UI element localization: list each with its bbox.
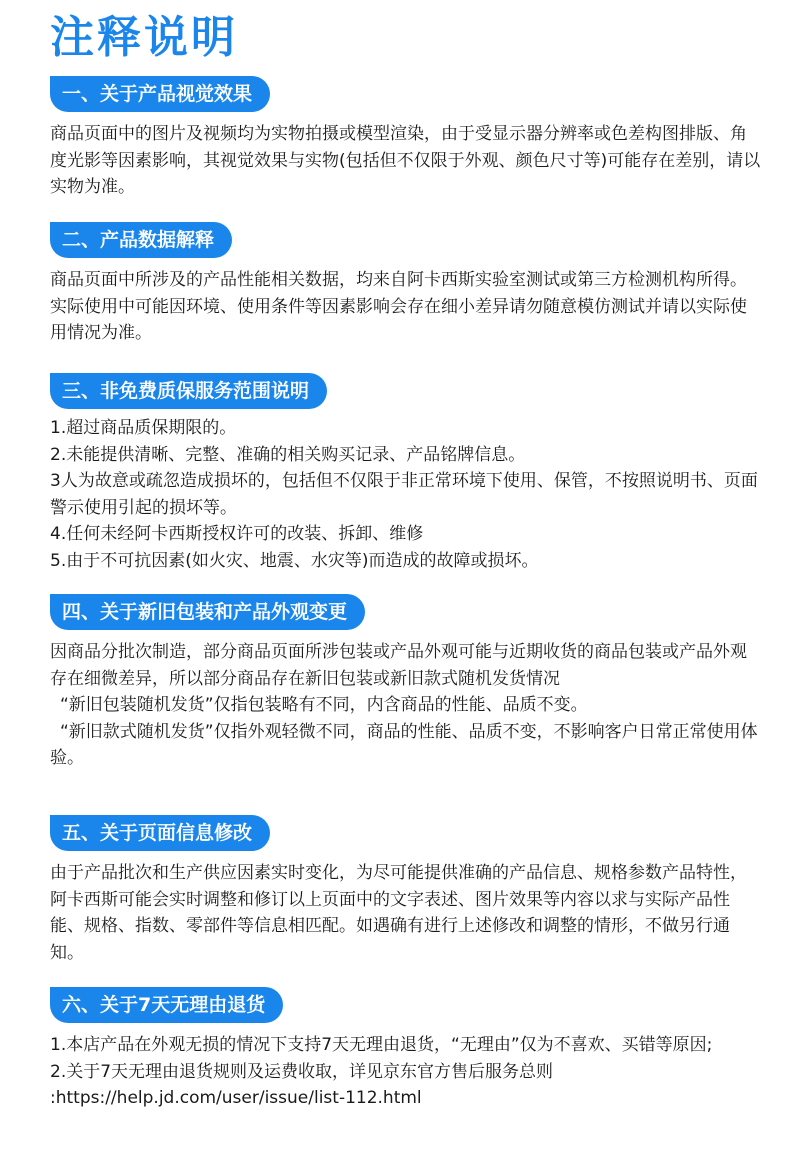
section-heading: 二、产品数据解释 xyxy=(50,222,232,258)
section-heading: 五、关于页面信息修改 xyxy=(50,815,270,851)
paragraph: 由于产品批次和生产供应因素实时变化，为尽可能提供准确的产品信息、规格参数产品特性，阿卡西斯可能会实时调整和修订以上页面中的文字表述、图片效果等内容以求与实际产品性能、规格、指数、零部件等信息相匹配。如遇确有进行上述修改和调整的情形，不做另行通知。 xyxy=(50,863,747,963)
list-item: 2.关于7天无理由退货规则及运费收取，详见京东官方售后服务总则 xyxy=(50,1061,554,1082)
list-item: 2.未能提供清晰、完整、准确的相关购买记录、产品铭牌信息。 xyxy=(50,444,526,465)
list-item: 5.由于不可抗因素(如火灾、地震、水灾等)而造成的故障或损坏。 xyxy=(50,550,539,571)
section-product-data xyxy=(50,222,762,347)
section-heading: 四、关于新旧包装和产品外观变更 xyxy=(50,594,365,630)
paragraph: “新旧款式随机发货”仅指外观轻微不同，商品的性能、品质不变，不影响客户日常正常使用体验。 xyxy=(50,721,758,768)
section-heading: 六、关于7天无理由退货 xyxy=(50,987,283,1023)
section-warranty-scope xyxy=(50,373,762,574)
section-heading: 三、非免费质保服务范围说明 xyxy=(50,373,327,409)
section-page-info-change xyxy=(50,815,762,966)
section-body xyxy=(50,1032,762,1112)
list-item: 4.任何未经阿卡西斯授权许可的改装、拆卸、维修 xyxy=(50,524,424,544)
section-body xyxy=(50,267,762,347)
list-item: 3人为故意或疏忽造成损坏的，包括但不仅限于非正常环境下使用、保管，不按照说明书、页面警示使用引起的损坏等。 xyxy=(50,471,758,518)
section-heading: 一、关于产品视觉效果 xyxy=(50,76,270,112)
return-policy-link: :https://help.jd.com/user/issue/list-112.html xyxy=(50,1088,422,1108)
section-body xyxy=(50,860,762,966)
list-item: 1.超过商品质保期限的。 xyxy=(50,418,237,438)
paragraph: 商品页面中所涉及的产品性能相关数据，均来自阿卡西斯实验室测试或第三方检测机构所得。实际使用中可能因环境、使用条件等因素影响会存在细小差异请勿随意模仿测试并请以实际使用情况为准。 xyxy=(50,270,747,343)
paragraph: 商品页面中的图片及视频均为实物拍摄或模型渲染，由于受显示器分辨率或色差构图排版、角度光影等因素影响，其视觉效果与实物(包括但不仅限于外观、颜色尺寸等)可能存在差别，请以实物为准。 xyxy=(50,124,761,197)
paragraph: “新旧包装随机发货”仅指包装略有不同，内含商品的性能、品质不变。 xyxy=(60,695,588,715)
section-body xyxy=(50,121,762,201)
section-7-day-return xyxy=(50,987,762,1112)
page-title: 注释说明 xyxy=(50,12,238,63)
section-body xyxy=(50,415,762,574)
list-item: 1.本店产品在外观无损的情况下支持7天无理由退货，“无理由”仅为不喜欢、买错等原因; xyxy=(50,1035,713,1055)
paragraph: 因商品分批次制造，部分商品页面所涉包装或产品外观可能与近期收货的商品包装或产品外观存在细微差异，所以部分商品存在新旧包装或新旧款式随机发货情况 xyxy=(50,642,747,689)
section-body xyxy=(50,639,762,772)
section-visual-effect xyxy=(50,76,762,201)
section-packaging-change xyxy=(50,594,762,772)
